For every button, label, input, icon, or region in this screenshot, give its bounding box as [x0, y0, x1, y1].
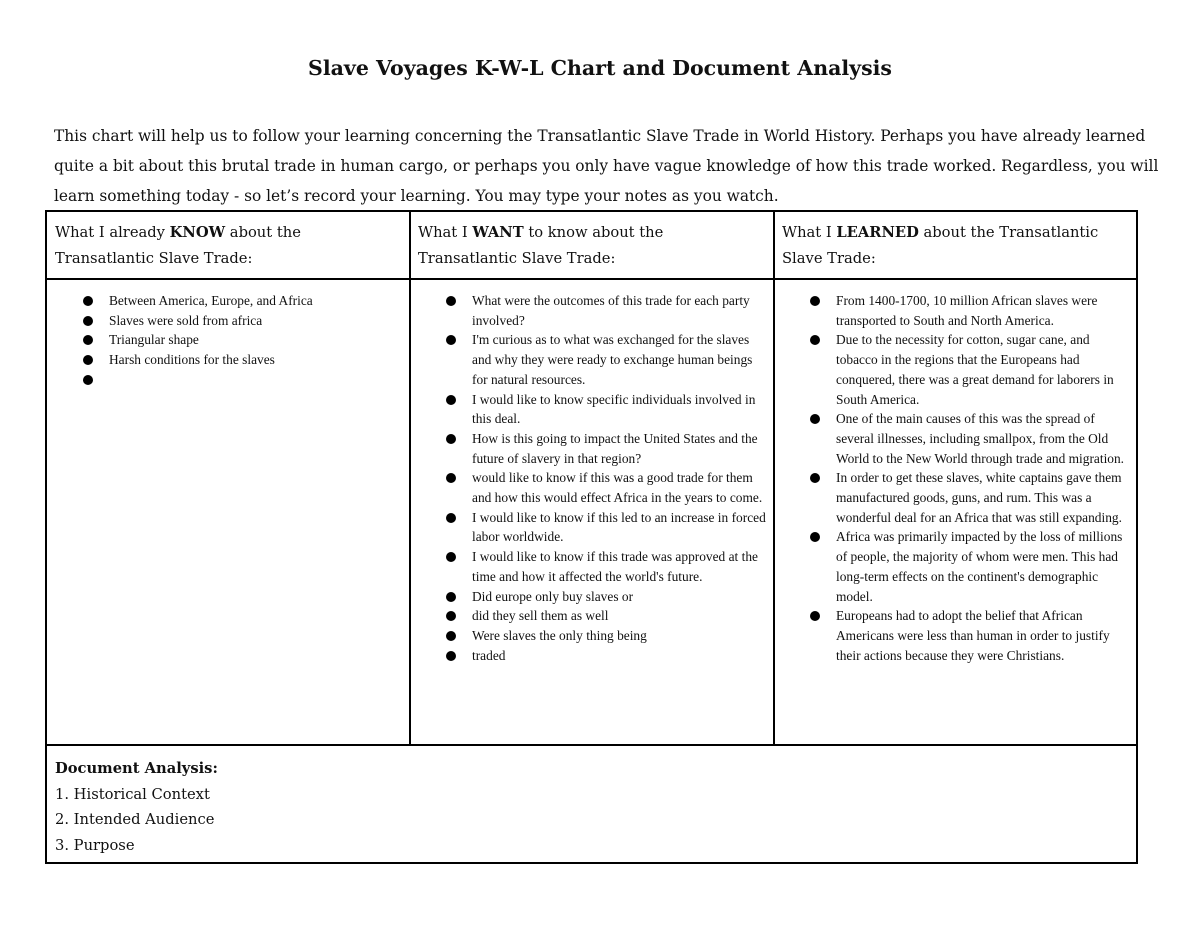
list-item-text: Were slaves the only thing being — [472, 627, 647, 643]
learned-item — [836, 468, 1134, 527]
bullet-icon — [446, 473, 456, 483]
list-item-text: did they sell them as well — [472, 608, 609, 624]
page-title: Slave Voyages K-W-L Chart and Document Analysis — [308, 56, 892, 80]
analysis-divider — [47, 744, 1136, 746]
list-item-text: Africa was primarily impacted by the loss of millions of people, the majority of whom were men. This had long-term effects on the continent's demographic model. — [836, 529, 1123, 604]
know-header-bold: KNOW — [169, 224, 226, 241]
learned-item — [836, 291, 1134, 330]
list-item-text: Due to the necessity for cotton, sugar cane, and tobacco in the regions that the Europeans had conquered, there was a great demand for laborers in South America. — [836, 332, 1114, 407]
list-item-text: I would like to know if this trade was approved at the time and how it affected the world's future. — [472, 549, 758, 584]
bullet-icon — [83, 355, 93, 365]
list-item-text: How is this going to impact the United States and the future of slavery in that region? — [472, 430, 758, 466]
want-item — [472, 429, 767, 468]
analysis-item: 2. Intended Audience — [55, 811, 215, 828]
learned-header-post: about the Transatlantic Slave Trade: — [782, 224, 1099, 267]
know-list — [109, 291, 399, 390]
know-item — [109, 350, 399, 370]
list-item-text: Europeans had to adopt the belief that African Americans were less than human in order to justify their actions because they were Christians. — [836, 608, 1110, 663]
list-item-text: I would like to know if this led to an increase in forced labor worldwide. — [472, 509, 766, 545]
list-item-text: traded — [472, 647, 506, 663]
know-item — [109, 370, 399, 390]
column-divider — [773, 212, 775, 746]
learned-item — [836, 606, 1134, 665]
know-column — [109, 291, 399, 390]
want-item — [472, 330, 767, 389]
want-item — [472, 508, 767, 547]
list-item-text: What were the outcomes of this trade for each party involved? — [472, 293, 750, 328]
bullet-icon — [810, 532, 820, 542]
document-analysis-heading: Document Analysis: — [55, 760, 218, 777]
want-list — [472, 291, 767, 665]
know-header-post: about the Transatlantic Slave Trade: — [55, 224, 301, 267]
kwl-chart — [45, 210, 1138, 864]
bullet-icon — [83, 375, 93, 385]
learned-item — [836, 330, 1134, 409]
know-item — [109, 330, 399, 350]
bullet-icon — [446, 434, 456, 444]
list-item-text: Triangular shape — [109, 332, 199, 348]
bullet-icon — [446, 651, 456, 661]
list-item-text: I would like to know specific individuals involved in this deal. — [472, 391, 756, 427]
bullet-icon — [810, 473, 820, 483]
analysis-item: 1. Historical Context — [55, 785, 210, 803]
know-header — [55, 220, 401, 272]
list-item-text: would like to know if this was a good trade for them and how this would effect Africa in the years to come. — [472, 470, 763, 506]
bullet-icon — [446, 296, 456, 306]
list-item-text: In order to get these slaves, white captains gave them manufactured goods, guns, and rum. This was a wonderful deal for an Africa that was still expanding. — [836, 470, 1122, 525]
bullet-icon — [446, 592, 456, 602]
bullet-icon — [810, 414, 820, 424]
learned-item — [836, 527, 1134, 606]
want-item — [472, 626, 767, 646]
list-item-text: One of the main causes of this was the spread of several illnesses, including smallpox, from the Old World to the New World through trade and migration. — [836, 411, 1125, 466]
want-header — [418, 220, 718, 272]
bullet-icon — [83, 335, 93, 345]
bullet-icon — [446, 631, 456, 641]
learned-list — [836, 291, 1134, 665]
bullet-icon — [83, 316, 93, 326]
want-header-post: to know about the Transatlantic Slave Trade: — [418, 224, 664, 267]
bullet-icon — [810, 335, 820, 345]
list-item-text: Did europe only buy slaves or — [472, 588, 634, 604]
want-item — [472, 390, 767, 429]
bullet-icon — [446, 513, 456, 523]
learned-header — [782, 220, 1112, 272]
list-item-text: Slaves were sold from africa — [109, 312, 263, 328]
bullet-icon — [83, 296, 93, 306]
bullet-icon — [446, 552, 456, 562]
bullet-icon — [810, 296, 820, 306]
want-item — [472, 547, 767, 586]
want-item — [472, 646, 767, 666]
learned-header-pre: What I — [782, 224, 837, 241]
bullet-icon — [810, 611, 820, 621]
know-item — [109, 291, 399, 311]
want-header-pre: What I — [418, 224, 473, 241]
learned-header-bold: LEARNED — [836, 224, 919, 241]
know-item — [109, 311, 399, 331]
learned-item — [836, 409, 1134, 468]
bullet-icon — [446, 335, 456, 345]
know-header-pre: What I already — [55, 224, 170, 241]
want-item — [472, 587, 767, 607]
list-item-text: Between America, Europe, and Africa — [109, 293, 313, 308]
list-item-text: Harsh conditions for the slaves — [109, 352, 275, 368]
want-item — [472, 468, 767, 507]
want-header-bold: WANT — [472, 224, 524, 241]
document-analysis — [55, 756, 218, 858]
column-divider — [409, 212, 411, 746]
want-item — [472, 606, 767, 626]
list-item-text: From 1400-1700, 10 million African slaves were transported to South and North America. — [836, 293, 1098, 328]
intro-paragraph: This chart will help us to follow your learning concerning the Transatlantic Slave Trade in World History. Perhaps you have already learned quite a bit about this brutal trade in human cargo, or perhaps you only have vague knowledge of how this trade worked. Regardless, you will learn something today - so let’s record your learning. You may type your notes as you watch. — [54, 127, 1159, 205]
header-divider — [47, 278, 1136, 280]
analysis-item: 3. Purpose — [55, 836, 135, 854]
list-item-text: I'm curious as to what was exchanged for the slaves and why they were ready to exchange human beings for natural resources. — [472, 332, 753, 387]
bullet-icon — [446, 395, 456, 405]
want-column — [472, 291, 767, 665]
bullet-icon — [446, 611, 456, 621]
want-item — [472, 291, 767, 330]
learned-column — [836, 291, 1134, 665]
